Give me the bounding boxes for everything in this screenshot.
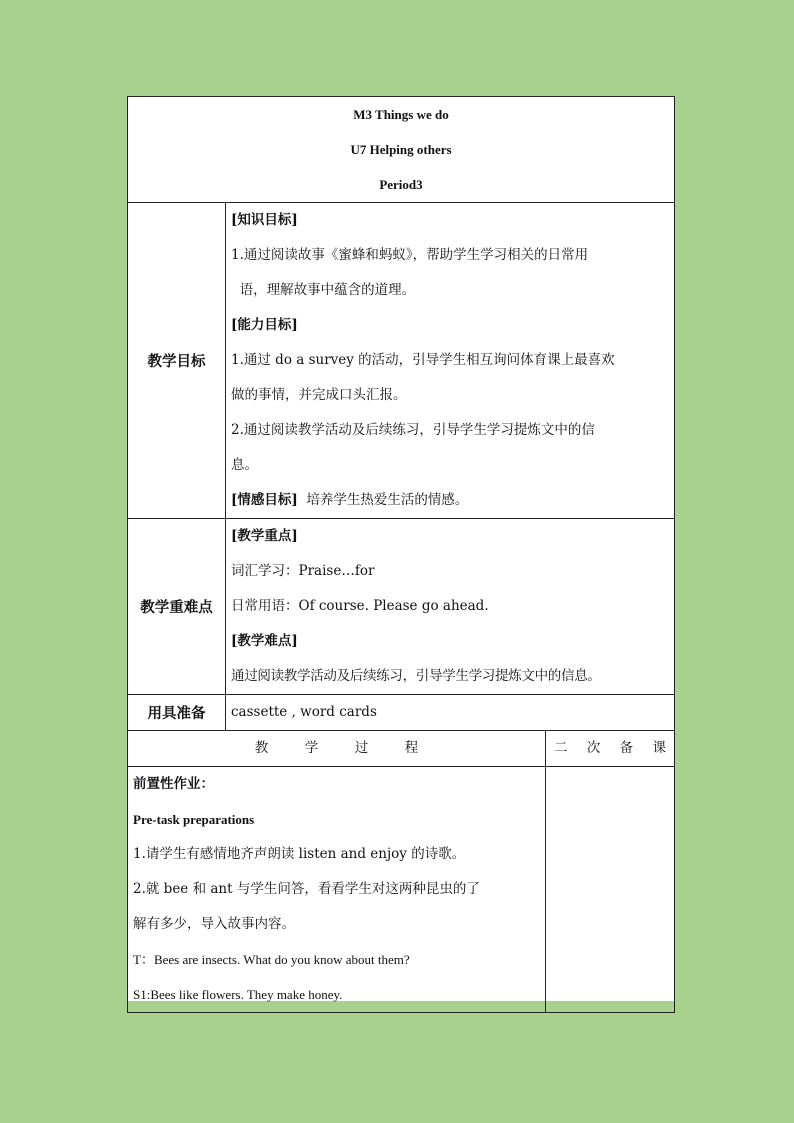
process-header-row xyxy=(128,731,675,767)
title-row xyxy=(128,97,675,203)
notes-header-char-1: 二 xyxy=(554,740,568,756)
title-cell xyxy=(128,97,675,203)
process-content-row xyxy=(128,767,675,1013)
process-header-cell xyxy=(128,731,546,767)
knowledge-heading: [知识目标] xyxy=(231,212,298,228)
objectives-row xyxy=(128,203,675,519)
ability-2-line-2: 息。 xyxy=(231,457,258,473)
materials-value: cassette , word cards xyxy=(231,704,377,720)
emotion-heading: [情感目标] xyxy=(231,492,298,508)
step-1: 1.请学生有感情地齐声朗读 listen and enjoy 的诗歌。 xyxy=(133,846,466,862)
process-header xyxy=(128,731,545,766)
keypoints-row xyxy=(128,519,675,695)
ability-1-line-1: 1.通过 do a survey 的活动，引导学生相互询问体育课上最喜欢 xyxy=(231,352,615,368)
pretask-heading: Pre-task preparations xyxy=(133,812,255,827)
process-header-char-3: 过 xyxy=(354,740,369,756)
lesson-plan-table xyxy=(127,96,675,1013)
process-header-char-2: 学 xyxy=(304,740,319,756)
notes-header xyxy=(546,731,674,766)
knowledge-line-1: 1.通过阅读故事《蜜蜂和蚂蚁》，帮助学生学习相关的日常用 xyxy=(231,247,589,263)
expressions-line: 日常用语：Of course. Please go ahead. xyxy=(231,598,489,614)
homework-heading: 前置性作业： xyxy=(133,776,214,792)
vocab-line: 词汇学习：Praise…for xyxy=(231,563,375,579)
module-title: M3 Things we do xyxy=(353,107,449,122)
ability-heading: [能力目标] xyxy=(231,317,298,333)
notes-header-cell xyxy=(546,731,675,767)
materials-row xyxy=(128,695,675,731)
dialogue-line-2: S1:Bees like flowers. They make honey. xyxy=(133,987,343,1002)
ability-2-line-1: 2.通过阅读教学活动及后续练习，引导学生学习提炼文中的信 xyxy=(231,422,595,438)
keypoints-content xyxy=(226,519,675,695)
objectives-content xyxy=(226,203,675,519)
objectives-label: 教学目标 xyxy=(128,203,226,519)
materials-label: 用具准备 xyxy=(128,695,226,731)
process-content-cell xyxy=(128,767,546,1013)
lesson-plan-document xyxy=(127,96,674,1001)
notes-header-char-3: 备 xyxy=(619,740,634,756)
knowledge-line-2: 语，理解故事中蕴含的道理。 xyxy=(231,282,416,298)
process-header-char-4: 程 xyxy=(404,740,419,756)
ability-1-line-2: 做的事情，并完成口头汇报。 xyxy=(231,387,407,403)
dialogue-line-1: T：Bees are insects. What do you know about them? xyxy=(133,952,410,967)
emotion-line xyxy=(226,483,674,518)
difficulty-text: 通过阅读教学活动及后续练习，引导学生学习提炼文中的信息。 xyxy=(231,668,601,684)
keypoints-label: 教学重难点 xyxy=(128,519,226,695)
notes-content-cell xyxy=(546,767,675,1013)
notes-header-char-2: 次 xyxy=(586,740,601,756)
notes-header-char-4: 课 xyxy=(652,740,666,756)
focus-heading: [教学重点] xyxy=(231,528,298,544)
emotion-text: 培养学生热爱生活的情感。 xyxy=(297,492,469,508)
period-title: Period3 xyxy=(379,177,423,192)
difficulty-heading: [教学难点] xyxy=(231,633,298,649)
step-2-line-2: 解有多少，导入故事内容。 xyxy=(133,916,295,932)
step-2-line-1: 2.就 bee 和 ant 与学生问答，看看学生对这两种昆虫的了 xyxy=(133,881,480,897)
process-header-char-1: 教 xyxy=(254,740,269,756)
unit-title: U7 Helping others xyxy=(350,142,452,157)
materials-content xyxy=(226,695,675,731)
